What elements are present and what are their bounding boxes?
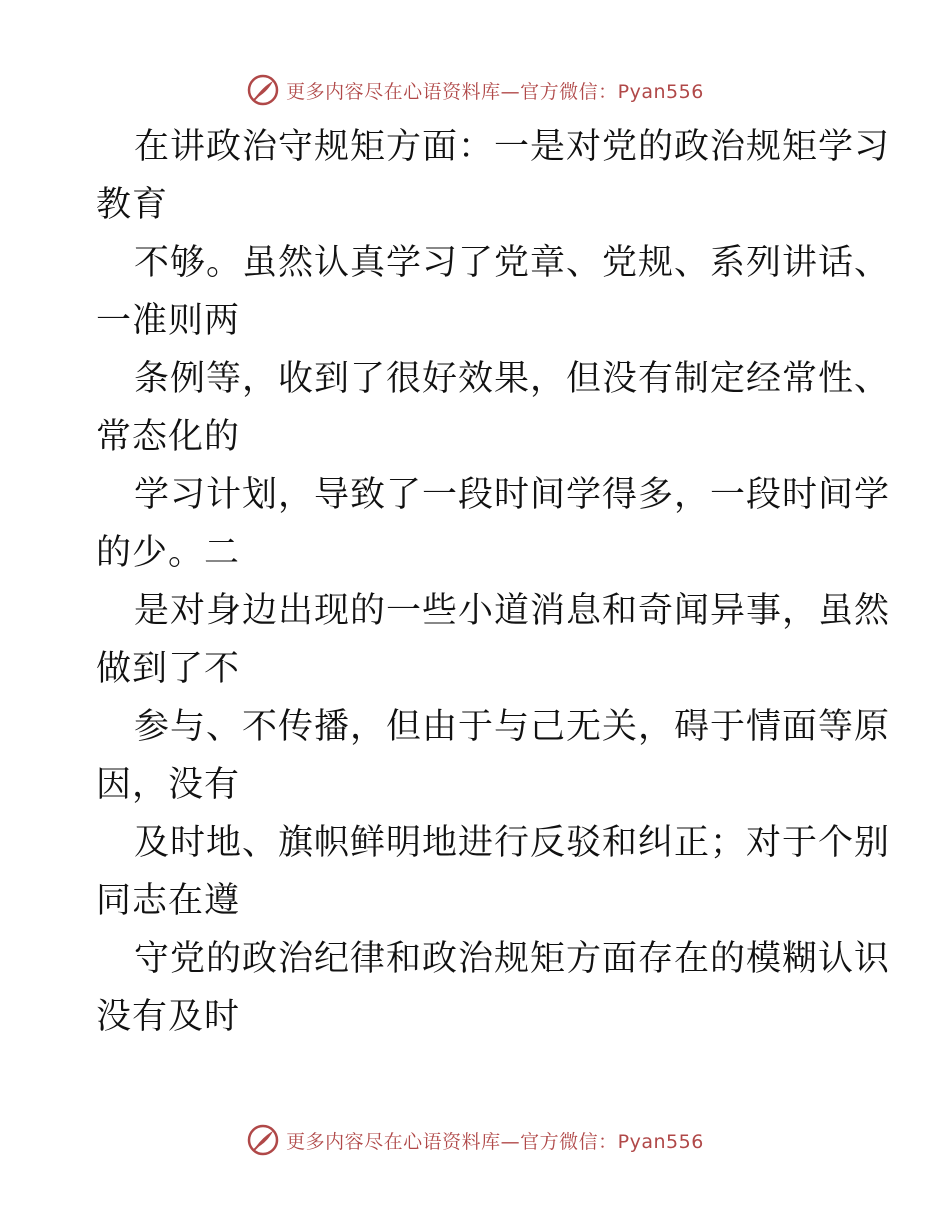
body-line: 一准则两 [96,301,241,341]
body-line: 同志在遵 [96,881,241,921]
feather-pen-logo-icon [246,1123,280,1157]
body-line: 守党的政治纪律和政治规矩方面存在的模糊认识 [134,939,891,979]
header-banner-text: 更多内容尽在心语资料库—官方微信：Pyan556 [286,80,704,103]
body-line: 教育 [96,185,169,225]
body-line: 不够。虽然认真学习了党章、党规、系列讲话、 [134,243,891,283]
body-line: 参与、不传播，但由于与己无关，碍于情面等原 [134,707,891,747]
body-line: 没有及时 [96,997,241,1037]
body-line: 因，没有 [96,765,241,805]
body-line: 及时地、旗帜鲜明地进行反驳和纠正；对于个别 [134,823,891,863]
body-line: 常态化的 [96,417,241,457]
feather-pen-logo-icon [246,73,280,107]
document-body [96,118,891,1046]
body-line: 条例等，收到了很好效果，但没有制定经常性、 [134,359,891,399]
header-banner [0,70,950,110]
body-line: 的少。二 [96,533,241,573]
body-line: 是对身边出现的一些小道消息和奇闻异事，虽然 [134,591,891,631]
body-line: 学习计划，导致了一段时间学得多，一段时间学 [134,475,891,515]
body-line: 做到了不 [96,649,241,689]
footer-banner [0,1120,950,1160]
footer-banner-text: 更多内容尽在心语资料库—官方微信：Pyan556 [286,1130,704,1153]
body-line: 在讲政治守规矩方面：一是对党的政治规矩学习 [134,127,891,167]
